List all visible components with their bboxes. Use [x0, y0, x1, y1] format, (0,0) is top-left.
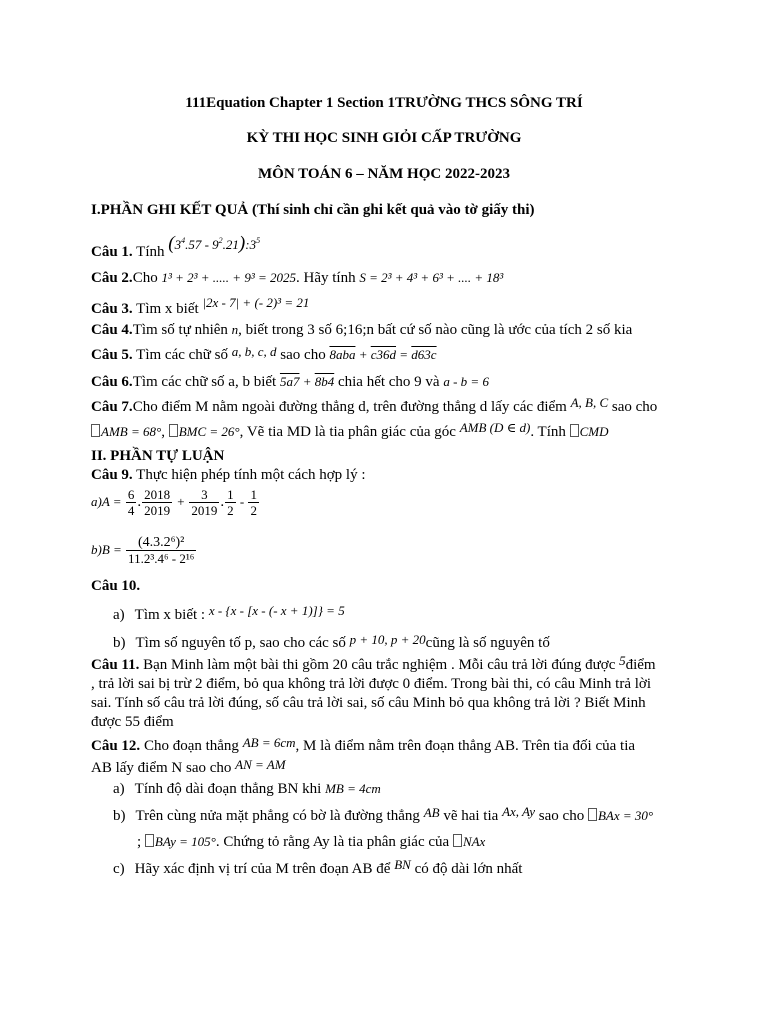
q12-part-a: a) Tính độ dài đoạn thẳng BN khi MB = 4cm: [113, 781, 381, 797]
q11-line-4: được 55 điểm: [91, 714, 174, 730]
question-7-line2: AMB = 68°, BMC = 26°, Vẽ tia MD là tia phân giác của góc AMB (D ∈ d). Tính CMD: [91, 423, 609, 441]
q9-part-a: a)A = $\frac{6}{4}$ . $\frac{2018}{2019}$ + $\frac{3}{2019}$ . $\frac{1}{2}$ - $\frac{1}{2}$: [91, 487, 257, 518]
q7-label: Câu 7.: [91, 399, 133, 415]
question-6: Câu 6.Tìm các chữ số a, b biết 5a7 + 8b4 chia hết cho 9 và a - b = 6: [91, 374, 489, 390]
question-5: Câu 5. Tìm các chữ số a, b, c, d sao cho 8aba + c36d = d63c: [91, 344, 437, 363]
q3-label: Câu 3.: [91, 301, 133, 317]
q12-part-b-line-2: ; BAy = 105°. Chứng tỏ rằng Ay là tia phân giác của NAx: [137, 834, 486, 850]
header-exam-title: KỲ THI HỌC SINH GIỎI CẤP TRƯỜNG: [246, 130, 522, 146]
q10-part-b: b) Tìm số nguyên tố p, sao cho các số p + 10, p + 20cũng là số nguyên tố: [113, 632, 550, 651]
header-subject-year: MÔN TOÁN 6 – NĂM HỌC 2022-2023: [258, 166, 510, 182]
q1-label: Câu 1.: [91, 244, 133, 260]
q12-line-2: AB lấy điểm N sao cho AN = AM: [91, 757, 286, 776]
q10-part-a: a) Tìm x biết : x - {x - [x - (- x + 1)]} = 5: [113, 603, 345, 623]
q1-expression: ($3^4.57$ - $9^2.21):3^5$: [168, 233, 261, 254]
q12-part-b: b) Trên cùng nửa mặt phẳng có bờ là đường thẳng AB vẽ hai tia Ax, Ay sao cho BAx = 30°: [113, 804, 654, 824]
q10-label: Câu 10.: [91, 578, 141, 594]
part2-title: II. PHẦN TỰ LUẬN: [91, 448, 225, 464]
q9-label: Câu 9.: [91, 467, 133, 483]
q2-given-sum: 1³ + 2³ + ..... + 9³ = 2025: [161, 270, 296, 285]
q2-label: Câu 2.: [91, 270, 133, 286]
question-12: Câu 12. Cho đoạn thẳng AB = 6cm, M là điểm nằm trên đoạn thẳng AB. Trên tia đối của tia: [91, 735, 636, 754]
question-4: Câu 4.Tìm số tự nhiên n, biết trong 3 số 6;16;n bất cứ số nào cũng là ước của tích 2 số kia: [91, 322, 633, 338]
q9-part-b: b)B = $\frac{\text{(4.3.2⁶)²}}{\text{11.2³.4⁶ - 2¹⁶}}$: [91, 535, 195, 566]
q6-label: Câu 6.: [91, 374, 133, 390]
q2-target-sum: S = 2³ + 4³ + 6³ + .... + 18³: [359, 270, 504, 285]
q3-equation: |2x - 7| + (- 2)³ = 21: [202, 295, 310, 310]
question-1: [91, 233, 261, 261]
q4-label: Câu 4.: [91, 322, 133, 338]
q5-label: Câu 5.: [91, 347, 133, 363]
q11-line-2: , trả lời sai bị trừ 2 điểm, bỏ qua không trả lời được 0 điểm. Trong bài thi, có câu Minh trả lời: [91, 676, 651, 692]
question-11: Câu 11. Bạn Minh làm một bài thi gồm 20 câu trắc nghiệm . Mỗi câu trả lời đúng được 5điểm: [91, 653, 656, 673]
q5-equation: 8aba + c36d = d63c: [329, 347, 437, 362]
q12-label: Câu 12.: [91, 738, 141, 754]
q1-text: Tính: [132, 244, 169, 260]
q12-part-c: c) Hãy xác định vị trí của M trên đoạn AB để BN có độ dài lớn nhất: [113, 857, 523, 877]
question-3: Câu 3. Tìm x biết |2x - 7| + (- 2)³ = 21: [91, 295, 310, 317]
q11-line-3: sai. Tính số câu trả lời đúng, số câu trả lời sai, số câu Minh bỏ qua không trả lời ? Biết Minh: [91, 695, 646, 711]
question-7: Câu 7.Cho điểm M nằm ngoài đường thẳng d, trên đường thẳng d lấy các điểm A, B, C sao cho: [91, 395, 658, 415]
q6-sum: 5a7 + 8b4: [279, 374, 335, 389]
question-9: Câu 9. Thực hiện phép tính một cách hợp lý :: [91, 467, 366, 483]
question-2: Câu 2.Cho 1³ + 2³ + ..... + 9³ = 2025. Hãy tính S = 2³ + 4³ + 6³ + .... + 18³: [91, 270, 504, 286]
header-school: 111Equation Chapter 1 Section 1TRƯỜNG THCS SÔNG TRÍ: [185, 95, 583, 111]
part1-title: I.PHẦN GHI KẾT QUẢ (Thí sinh chỉ cần ghi kết quả vào tờ giấy thi): [91, 202, 535, 218]
q11-label: Câu 11.: [91, 657, 140, 673]
